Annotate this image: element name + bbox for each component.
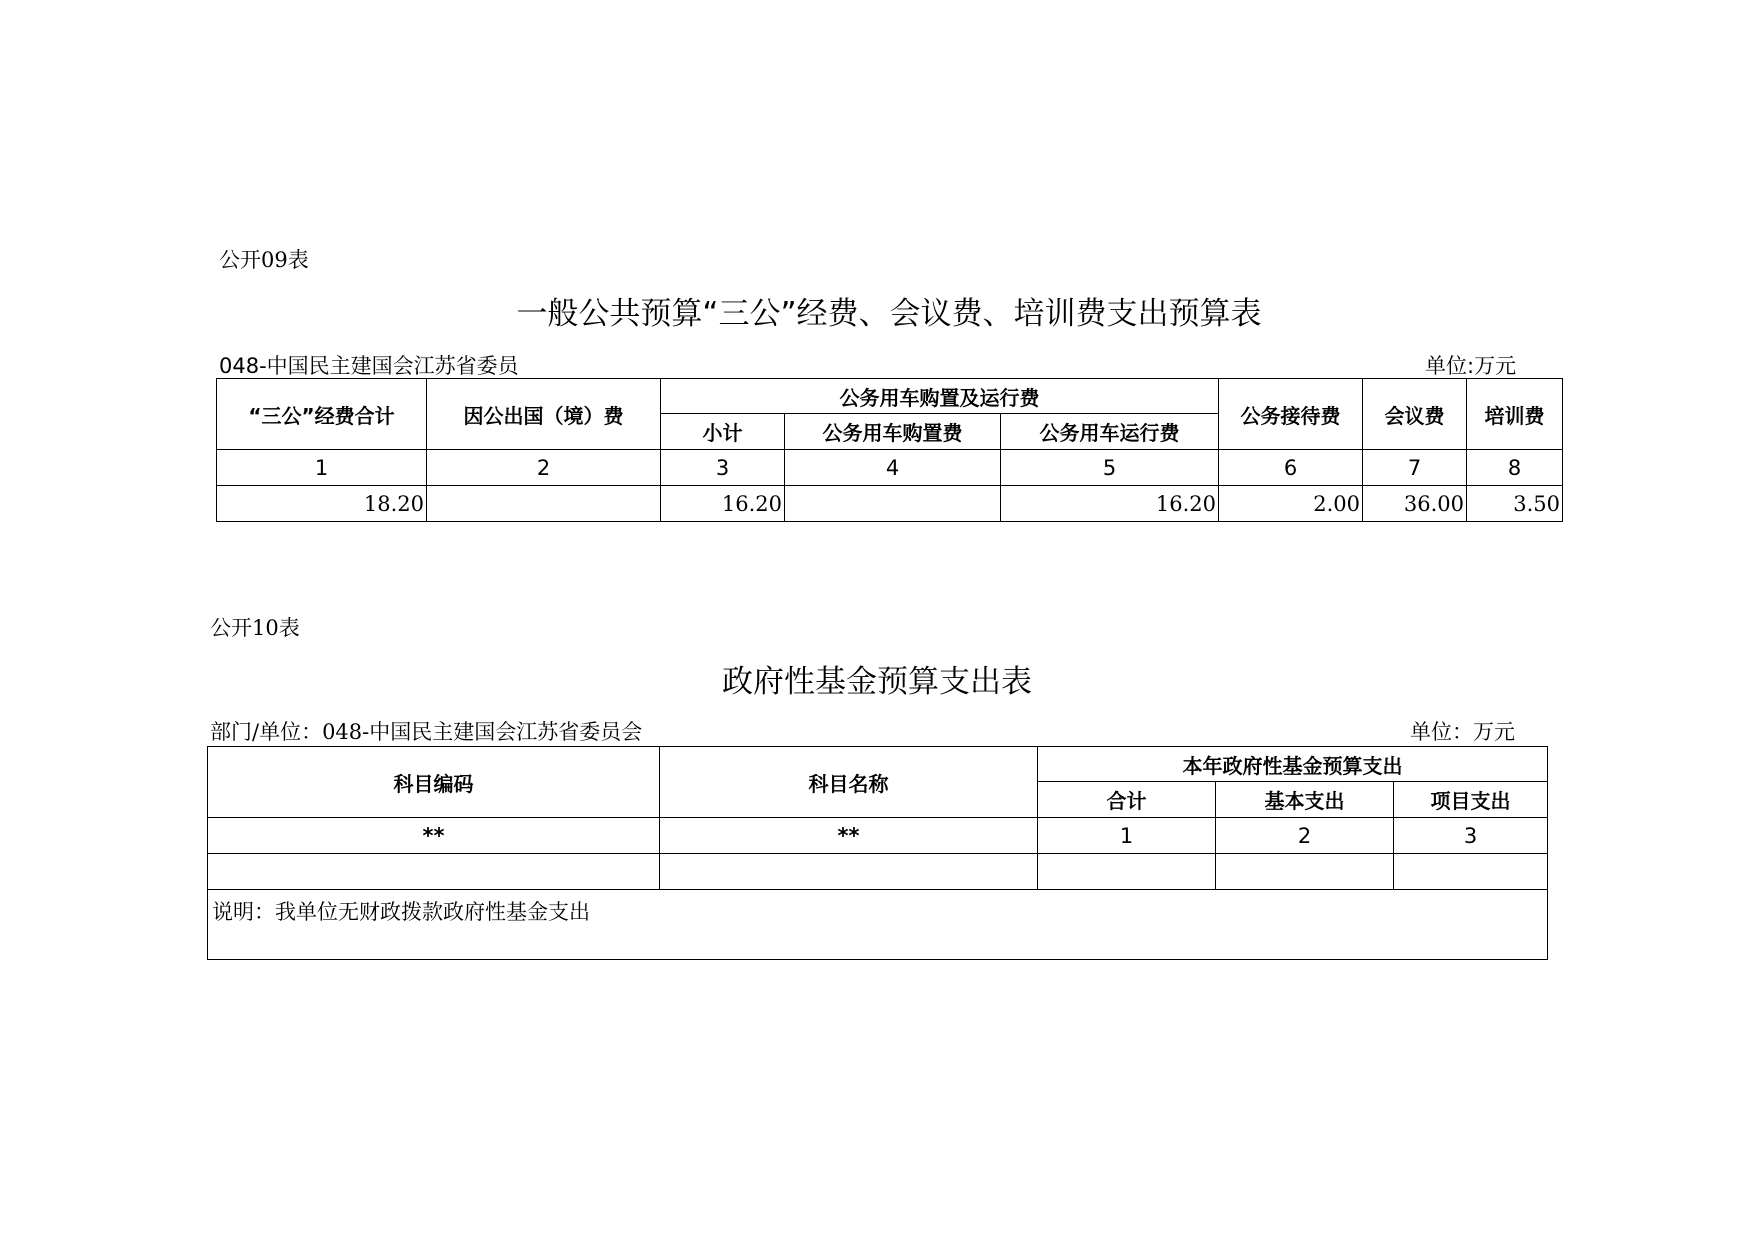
header-project: 项目支出: [1394, 782, 1548, 818]
index-cell: 3: [661, 450, 785, 486]
header-operation: 公务用车运行费: [1001, 414, 1219, 450]
value-abroad: [427, 486, 661, 522]
index-cell: 5: [1001, 450, 1219, 486]
table2-note: 说明：我单位无财政拨款政府性基金支出: [208, 890, 1548, 960]
value-operation: 16.20: [1001, 486, 1219, 522]
index-cell: 1: [1038, 818, 1216, 854]
value-subtotal: 16.20: [661, 486, 785, 522]
table1-title: 一般公共预算“三公”经费、会议费、培训费支出预算表: [516, 296, 1262, 332]
value-training: 3.50: [1467, 486, 1563, 522]
empty-cell: [660, 854, 1038, 890]
header-vehicle-group: 公务用车购置及运行费: [661, 379, 1219, 414]
header-total: “三公”经费合计: [217, 379, 427, 450]
index-cell: 1: [217, 450, 427, 486]
index-cell: 4: [785, 450, 1001, 486]
header-code: 科目编码: [208, 747, 660, 818]
header-purchase: 公务用车购置费: [785, 414, 1001, 450]
header-subtotal: 小计: [661, 414, 785, 450]
empty-cell: [208, 854, 660, 890]
header-training: 培训费: [1467, 379, 1563, 450]
header-reception: 公务接待费: [1219, 379, 1363, 450]
value-purchase: [785, 486, 1001, 522]
table2: [207, 746, 1548, 960]
table2-unit: 单位：万元: [1410, 720, 1515, 744]
table1-org: 048-中国民主建国会江苏省委员: [219, 354, 519, 378]
index-cell: 3: [1394, 818, 1548, 854]
header-meeting: 会议费: [1363, 379, 1467, 450]
header-basic: 基本支出: [1216, 782, 1394, 818]
header-fund-group: 本年政府性基金预算支出: [1038, 747, 1548, 782]
index-cell: **: [208, 818, 660, 854]
value-meeting: 36.00: [1363, 486, 1467, 522]
header-abroad: 因公出国（境）费: [427, 379, 661, 450]
empty-cell: [1216, 854, 1394, 890]
table2-org: 部门/单位：048-中国民主建国会江苏省委员会: [210, 720, 643, 744]
table2-tag: 公开10表: [210, 616, 300, 640]
empty-cell: [1038, 854, 1216, 890]
header-name: 科目名称: [660, 747, 1038, 818]
table1: [216, 378, 1563, 522]
index-cell: 6: [1219, 450, 1363, 486]
table1-unit: 单位:万元: [1425, 354, 1517, 378]
index-cell: 8: [1467, 450, 1563, 486]
value-reception: 2.00: [1219, 486, 1363, 522]
empty-cell: [1394, 854, 1548, 890]
index-cell: 7: [1363, 450, 1467, 486]
header-sum: 合计: [1038, 782, 1216, 818]
index-cell: 2: [427, 450, 661, 486]
table2-empty-row: [208, 854, 1548, 890]
index-cell: **: [660, 818, 1038, 854]
table1-tag: 公开09表: [219, 248, 309, 272]
value-total: 18.20: [217, 486, 427, 522]
table2-title: 政府性基金预算支出表: [722, 664, 1032, 700]
table2-index-row: [208, 818, 1548, 854]
index-cell: 2: [1216, 818, 1394, 854]
table1-data-row: [217, 486, 1563, 522]
table1-index-row: [217, 450, 1563, 486]
